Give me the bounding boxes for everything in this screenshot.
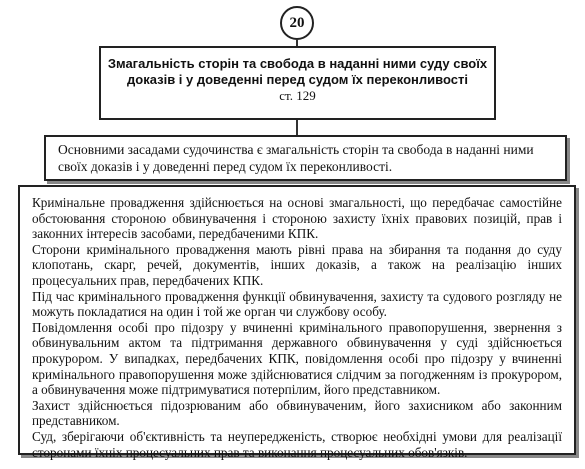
detail-paragraph: Сторони кримінального провадження мають рівні права на збирання та подання до суду клопотань, скарг, речей, документів, інших доказів, а також на реалізацію інших процесуальних прав, передбачених КПК. [32, 241, 562, 288]
diagram-number: 20 [289, 14, 305, 31]
detail-paragraph: Захист здійснюється підозрюваним або обвинуваченим, його захисником або законним представником. [32, 397, 562, 429]
detail-paragraph: Під час кримінального провадження функції обвинувачення, захисту та судового розгляду не можуть покладатися на один і той же орган чи службову особу. [32, 288, 562, 320]
detail-paragraph: Суд, зберігаючи об'єктивність та неупередженість, створює необхідні умови для реалізації сторонами їхніх процесуальних прав та виконання процесуальних обов'язків. [32, 428, 562, 460]
summary-text: Основними засадами судочинства є змагальність сторін та свобода в наданні ними своїх доказів і у доведенні перед судом їх переконливості. [58, 142, 534, 174]
summary-box [44, 135, 567, 181]
diagram-number-badge [280, 6, 314, 40]
article-reference: ст. 129 [279, 88, 316, 103]
principle-title: Змагальність сторін та свобода в наданні ними суду своїх доказів і у доведенні перед судом їх переконливості [107, 56, 488, 87]
details-box [18, 185, 576, 460]
connector-line [296, 120, 298, 135]
principle-title-box [99, 46, 496, 120]
detail-paragraph: Повідомлення особі про підозру у вчиненні кримінального правопорушення, звернення з обвинувальним актом та підтримання державного обвинувачення у суді здійснюється прокурором. У випадках, передбачених КПК, повідомлення особі про підозру у вчиненні кримінального правопорушення може здійснюватися слідчим за погодженням із прокурором, а обвинувачення може підтримуватися потерпілим, його представником. [32, 319, 562, 398]
detail-paragraph: Кримінальне провадження здійснюється на основі змагальності, що передбачає самостійне обстоювання стороною обвинувачення і стороною захисту їхніх правових позицій, прав і законних інтересів засобами, передбаченими КПК. [32, 195, 562, 242]
